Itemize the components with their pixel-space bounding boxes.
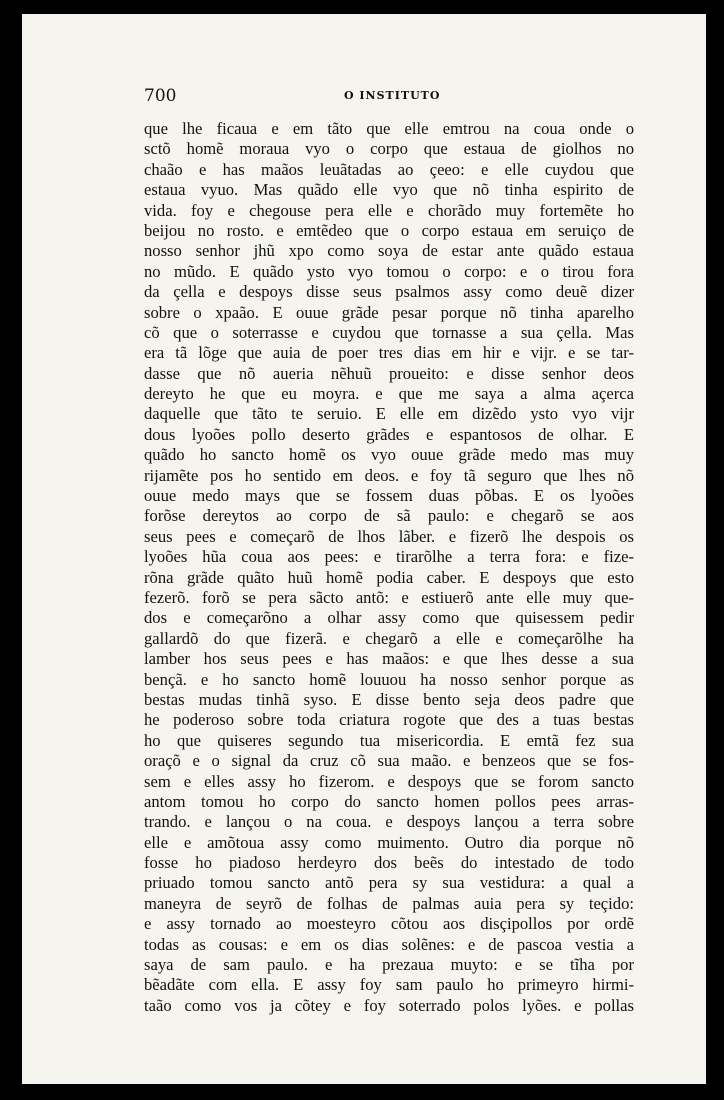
text-line: lyoões hũa coua aos pees: e tirarõlhe a terra fora: e fize- <box>144 547 634 567</box>
text-line: bençã. e ho sancto homẽ louuou ha nosso senhor porque as <box>144 669 634 689</box>
text-line: todas as cousas: e em os dias solẽnes: e de pascoa vestia a <box>144 934 634 954</box>
text-line: dos e começarõno a olhar assy como que quisessem pedir <box>144 608 634 628</box>
text-line: sctõ homẽ moraua vyo o corpo que estaua de giolhos no <box>144 139 634 159</box>
text-line: no mũdo. E quãdo ysto vyo tomou o corpo: e o tirou fora <box>144 261 634 281</box>
text-line: fezerõ. forõ se pera sãcto antõ: e estiuerõ ante elle muy que- <box>144 587 634 607</box>
text-line: rijamẽte pos ho sentido em deos. e foy tã seguro que lhes nõ <box>144 465 634 485</box>
text-line: da çella e despoys disse seus psalmos assy como deuẽ dizer <box>144 282 634 302</box>
text-line: chaão e has maãos leuãtadas ao çeeo: e elle cuydou que <box>144 159 634 179</box>
text-line: saya de sam paulo. e ha prezaua muyto: e se tĩha por <box>144 955 634 975</box>
text-line: oraçõ e o signal da cruz cõ sua maão. e benzeos que se fos- <box>144 751 634 771</box>
page-number: 700 <box>144 86 177 106</box>
text-line: antom tomou ho corpo do sancto homen pollos pees arras- <box>144 791 634 811</box>
text-line: ho que quiseres segundo tua misericordia. E emtã fez sua <box>144 730 634 750</box>
text-line: trando. e lançou o na coua. e despoys lançou a terra sobre <box>144 812 634 832</box>
text-line: nosso senhor jhũ xpo como soya de estar ante quãdo estaua <box>144 241 634 261</box>
text-line: vida. foy e chegouse pera elle e chorãdo muy fortemẽte ho <box>144 200 634 220</box>
text-line: he poderoso sobre toda criatura rogote que des a tuas bestas <box>144 710 634 730</box>
text-line: sem e elles assy ho fizerom. e despoys que se forom sancto <box>144 771 634 791</box>
text-line: quãdo ho sancto homẽ os vyo ouue grãde medo mas muy <box>144 445 634 465</box>
book-page <box>22 14 706 1084</box>
text-line: lamber hos seus pees e has maãos: e que lhes desse a sua <box>144 649 634 669</box>
text-line: daquelle que tãto te seruio. E elle em dizẽdo ysto vyo vijr <box>144 404 634 424</box>
text-line: taão como vos ja cõtey e foy soterrado polos lyões. e pollas <box>144 995 634 1015</box>
text-line: era tã lõge que auia de poer tres dias em hir e vijr. e se tar- <box>144 343 634 363</box>
text-line: fosse ho piadoso herdeyro dos beẽs do intestado de todo <box>144 853 634 873</box>
text-line: elle e amõtoua assy como muimento. Outro dia porque nõ <box>144 832 634 852</box>
text-line: estaua vyuo. Mas quãdo elle vyo que nõ tinha espirito de <box>144 180 634 200</box>
text-line: cõ que o soterrasse e cuydou que tornasse a sua çella. Mas <box>144 322 634 342</box>
text-line: seus pees e começarõ de lhos lãber. e fizerõ lhe despois os <box>144 526 634 546</box>
text-line: forõse dereytos ao corpo de sã paulo: e chegarõ se aos <box>144 506 634 526</box>
text-line: sobre o xpaão. E ouue grãde pesar porque nõ tinha aparelho <box>144 302 634 322</box>
text-line: dereyto he que eu moyra. e que me saya a alma açerca <box>144 384 634 404</box>
text-line: e assy tornado ao moesteyro cõtou aos disçipollos por ordẽ <box>144 914 634 934</box>
text-line: bẽadãte com ella. E assy foy sam paulo ho primeyro hirmi- <box>144 975 634 995</box>
text-line: que lhe ficaua e em tãto que elle emtrou na coua onde o <box>144 119 634 138</box>
page-header <box>144 86 504 108</box>
text-line: maneyra de seyrõ de folhas de palmas auia pera sy teçido: <box>144 893 634 913</box>
text-line: dasse que nõ aueria nẽhuũ proueito: e disse senhor deos <box>144 363 634 383</box>
text-line: ouue medo mays que se fossem duas põbas. E os lyoões <box>144 486 634 506</box>
text-line: dous lyoões pollo deserto grãdes e espantosos de olhar. E <box>144 424 634 444</box>
text-line: priuado tomou sancto antõ pera sy sua vestidura: a qual a <box>144 873 634 893</box>
text-line: gallardõ do que fizerã. e chegarõ a elle e começarõlhe ha <box>144 628 634 648</box>
text-line: beijou no rosto. e emtẽdeo que o corpo estaua em seruiço de <box>144 220 634 240</box>
text-line: rõna grãde quãto huũ homẽ podia caber. E despoys que esto <box>144 567 634 587</box>
text-line: bestas mudas tinhã syso. E disse bento seja deos padre que <box>144 689 634 709</box>
running-title: O INSTITUTO <box>344 89 441 102</box>
body-text <box>144 119 634 1016</box>
